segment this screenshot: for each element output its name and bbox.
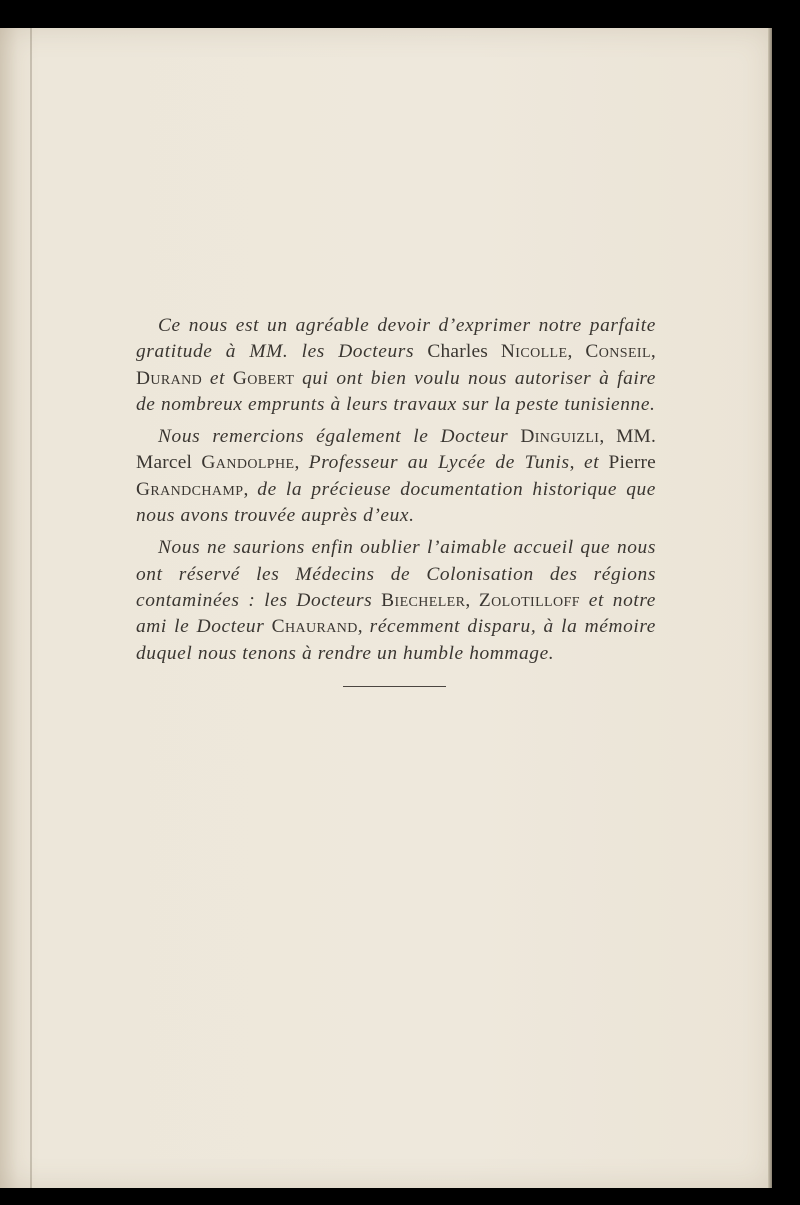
text-run: , xyxy=(650,341,656,363)
proper-name: Chaurand xyxy=(271,616,358,638)
text-run: , xyxy=(569,452,584,474)
text-run: Ce nous est un agréable devoir d’exprimer notre parfaite gratitude à MM. les Docteurs xyxy=(136,315,656,363)
proper-name: Nicolle xyxy=(500,341,568,363)
proper-name: Biecheler xyxy=(381,589,466,611)
text-run: récemment disparu, à la mémoire duquel nous tenons à rendre un humble hommage. xyxy=(136,616,656,664)
text-run: , xyxy=(567,341,586,363)
closing-rule xyxy=(343,686,446,687)
acknowledgements-text xyxy=(136,313,656,673)
text-run: Nous ne saurions enfin oublier l’aimable accueil que nous ont réservé les Médecins de Colonisation des régions contaminées : les Docteurs xyxy=(136,537,656,611)
acknowledgement-paragraph-3 xyxy=(136,535,656,666)
proper-name: Zolotilloff xyxy=(478,589,580,611)
text-run: de la précieuse documentation historique que nous avons trouvée auprès d’eux. xyxy=(136,478,656,527)
proper-name: Gandolphe xyxy=(201,452,295,474)
text-run: Nous remercions également le Docteur xyxy=(158,426,521,448)
text-run: et xyxy=(583,452,600,474)
acknowledgement-paragraph-1 xyxy=(136,313,656,418)
proper-name: Grandchamp xyxy=(136,478,244,500)
text-run: Pierre xyxy=(599,452,656,474)
page-gutter xyxy=(30,28,32,1188)
text-run: Charles xyxy=(427,341,501,363)
proper-name: Durand xyxy=(136,367,203,389)
text-run: Professeur au Lycée de Tunis xyxy=(308,452,570,474)
text-run: , MM. Marcel xyxy=(136,426,657,474)
text-run: qui ont bien voulu nous autoriser à faire de nombreux emprunts à leurs travaux sur la peste tunisienne. xyxy=(136,367,657,415)
proper-name: Gobert xyxy=(232,367,295,389)
text-run: , xyxy=(243,478,258,500)
text-run: et xyxy=(202,367,233,389)
text-run: et notre ami le Docteur xyxy=(136,589,656,638)
proper-name: Dinguizli xyxy=(520,426,600,448)
text-run: , xyxy=(465,589,479,611)
proper-name: Conseil xyxy=(585,341,651,363)
text-run: , xyxy=(357,616,370,638)
text-run: , xyxy=(294,452,309,474)
acknowledgement-paragraph-2 xyxy=(136,424,656,529)
page-right-edge xyxy=(768,28,772,1188)
